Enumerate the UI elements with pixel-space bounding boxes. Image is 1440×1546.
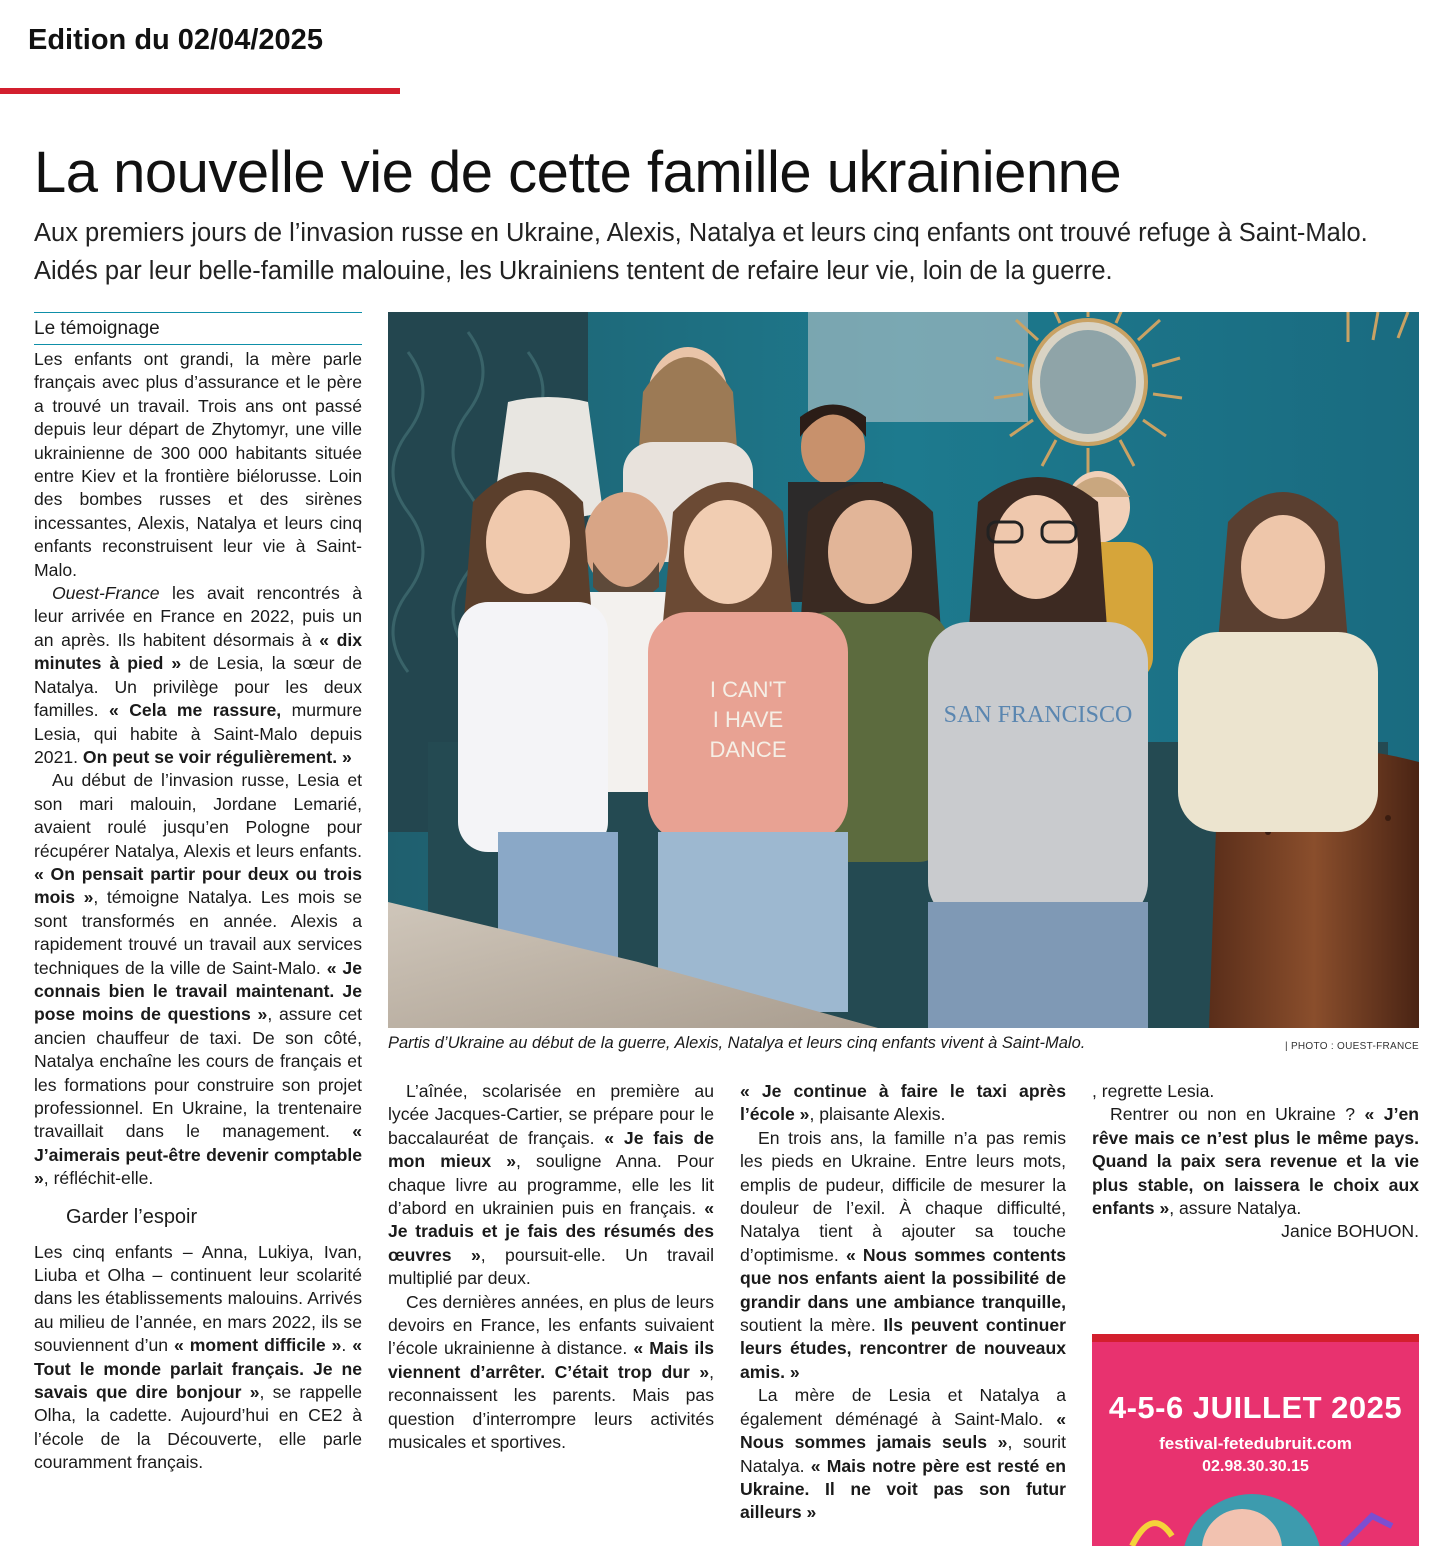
edition-date: Edition du 02/04/2025	[28, 24, 323, 56]
text-run: , assure cet ancien chauffeur de taxi. De son côté, Natalya enchaîne les cours de français et les formations pour construire son projet professionnel. En Ukraine, la trentenaire travaillait dans le management.	[34, 1004, 362, 1142]
author-signature: Janice BOHUON.	[1281, 1221, 1419, 1242]
quote: « Je traduis et je fais des résumés des œuvres »	[388, 1198, 714, 1265]
article-column-2	[388, 1080, 714, 1455]
subhead: Garder l’espoir	[66, 1205, 198, 1228]
text-run: Au début de l’invasion russe, Lesia et son mari malouin, Jordane Lemarié, avaient roulé jusqu’en Pologne pour récupérer Natalya, Alexis et leurs enfants.	[34, 770, 362, 861]
quote: « J’aimerais peut-être devenir comptable »	[34, 1121, 362, 1189]
quote: « Nous sommes jamais seuls »	[740, 1408, 1066, 1453]
photo-credit: | PHOTO : OUEST-FRANCE	[1284, 1041, 1419, 1052]
text-run: soutient la mère.	[740, 1315, 884, 1336]
ad-top-bar	[1092, 1334, 1419, 1342]
quote: « Mais ils viennent d’arrêter. C’était trop dur »	[388, 1338, 714, 1382]
text-run: , assure Natalya.	[1169, 1198, 1302, 1219]
paragraph-6-continued	[740, 1080, 1066, 1127]
text-run: Rentrer ou non en Ukraine ?	[1110, 1104, 1365, 1125]
text-run: La mère de Lesia et Natalya a également déménagé à Saint-Malo.	[740, 1385, 1066, 1429]
text-run: , poursuit-elle. Un travail multiplié par deux.	[388, 1244, 714, 1289]
ad-website[interactable]: festival-fetedubruit.com	[1159, 1434, 1352, 1453]
quote: On peut se voir régulièrement. »	[82, 746, 352, 767]
paragraph-3	[34, 769, 362, 1190]
quote: « dix minutes à pied »	[34, 629, 362, 674]
paragraph-8	[740, 1384, 1066, 1524]
standfirst: Aux premiers jours de l’invasion russe en Ukraine, Alexis, Natalya et leurs cinq enfants ont trouvé refuge à Saint-Malo. Aidés par leur belle-famille malouine, les Ukrainiens tentent de refaire leur vie, loin de la guerre.	[34, 219, 1368, 285]
quote: « moment difficile »	[174, 1335, 342, 1356]
quote: « On pensait partir pour deux ou trois mois »	[34, 863, 362, 908]
quote: Ils peuvent continuer leurs études, rencontrer de nouveaux amis. »	[740, 1315, 1067, 1382]
text-run: En trois ans, la famille n’a pas remis les pieds en Ukraine. Entre leurs mots, emplis de pudeur, difficile de mesurer la douleur de l’exil. À chaque difficulté, Natalya tient à ajouter sa touche d’optimisme.	[740, 1127, 1066, 1265]
text-run: Ces dernières années, en plus de leurs devoirs en France, les enfants suivaient l’école ukrainienne à distance.	[388, 1291, 714, 1359]
headline: La nouvelle vie de cette famille ukrainienne	[34, 140, 1122, 205]
photo-caption: Partis d’Ukraine au début de la guerre, Alexis, Natalya et leurs cinq enfants vivent à Saint-Malo.	[388, 1034, 1086, 1052]
quote: « Je connais bien le travail maintenant. Je pose moins de questions »	[34, 957, 362, 1025]
paragraph-2	[34, 582, 362, 769]
sweatshirt-text-2: I HAVE	[712, 707, 784, 732]
article-column-3	[740, 1080, 1066, 1525]
text-run: , souligne Anna. Pour chaque livre au programme, elle les lit d’abord en ukrainien puis en français.	[388, 1151, 714, 1219]
text-run: murmure Lesia, qui habite à Saint-Malo depuis 2021.	[34, 700, 362, 767]
paragraph-1: Les enfants ont grandi, la mère parle français avec plus d’assurance et le père a trouvé un travail. Trois ans ont passé depuis leur départ de Zhytomyr, une ville ukrainienne de 300 000 habitants située entre Kiev et la frontière biélorusse. Loin des bombes russes et des sirènes incessantes, Alexis, Natalya et leurs cinq enfants reconstruisent leur vie à Saint-Malo.	[34, 349, 362, 580]
family-photo-illustration	[388, 312, 1419, 1028]
text-run: , plaisante Alexis.	[809, 1104, 946, 1125]
family-photo	[388, 312, 1419, 1028]
text-run: .	[341, 1335, 353, 1356]
text-run: L’aînée, scolarisée en première au lycée Jacques-Cartier, se prépare pour le baccalauréat de français.	[388, 1081, 714, 1148]
text-run: les avait rencontrés à leur arrivée en France en 2022, puis un an après. Ils habitent désormais à	[34, 583, 362, 650]
paragraph-4	[34, 1241, 362, 1475]
text-run: , sourit Natalya.	[740, 1432, 1066, 1476]
article-column-4	[1092, 1080, 1419, 1244]
text-run: , regrette Lesia.	[1092, 1081, 1215, 1101]
quote: « Nous sommes contents que nos enfants aient la possibilité de grandir dans une ambiance tranquille,	[740, 1244, 1067, 1312]
ad-festival-dates: 4-5-6 JUILLET 2025	[1108, 1390, 1403, 1425]
publication-name: Ouest-France	[52, 583, 160, 604]
sweatshirt-text: I CAN'T	[709, 677, 787, 702]
quote: « Cela me rassure,	[108, 700, 282, 721]
sweatshirt-text-3: DANCE	[709, 737, 787, 762]
festival-advertisement[interactable]	[1092, 1334, 1419, 1546]
paragraph-6	[388, 1291, 714, 1455]
paragraph-5	[388, 1080, 714, 1291]
ad-phone: 02.98.30.30.15	[1202, 1458, 1309, 1475]
paragraph-8-continued	[1092, 1080, 1419, 1103]
quote: « Je continue à faire le taxi après l’école »	[740, 1081, 1066, 1125]
paragraph-7	[740, 1127, 1066, 1384]
quote: « Je fais de mon mieux »	[388, 1127, 714, 1172]
text-run: , témoigne Natalya. Les mois se sont transformés en année. Alexis a rapidement trouvé un travail aux services techniques de la ville de Saint-Malo.	[34, 887, 362, 978]
text-run: , réfléchit-elle.	[43, 1168, 154, 1189]
text-run: de Lesia, la sœur de Natalya. Un privilège pour les deux familles.	[34, 653, 362, 721]
kicker: Le témoignage	[34, 318, 362, 345]
text-run: , reconnaissent les parents. Mais pas question d’interrompre leurs activités musicales et sportives.	[388, 1361, 714, 1453]
quote: « Mais notre père est resté en Ukraine. Il ne voit pas son futur ailleurs »	[740, 1455, 1066, 1523]
sweatshirt2-text: SAN FRANCISCO	[943, 702, 1133, 728]
text-run: , se rappelle Olha, la cadette. Aujourd’hui en CE2 à l’école de la Découverte, elle parle couramment français.	[34, 1382, 362, 1473]
quote: « J’en rêve mais ce n’est plus le même pays. Quand la paix sera revenue et la vie plus stable, on laissera le choix aux enfants »	[1092, 1104, 1419, 1219]
article-column-1	[34, 348, 362, 1475]
edition-rule	[0, 88, 400, 94]
kicker-rule	[34, 312, 362, 313]
quote: « Tout le monde parlait français. Je ne savais que dire bonjour »	[34, 1335, 363, 1403]
text-run: Les cinq enfants – Anna, Lukiya, Ivan, Liuba et Olha – continuent leur scolarité dans les établissements malouins. Arrivés au milieu de l’année, en mars 2022, ils se souviennent d’un	[34, 1241, 362, 1356]
paragraph-9	[1092, 1103, 1419, 1220]
